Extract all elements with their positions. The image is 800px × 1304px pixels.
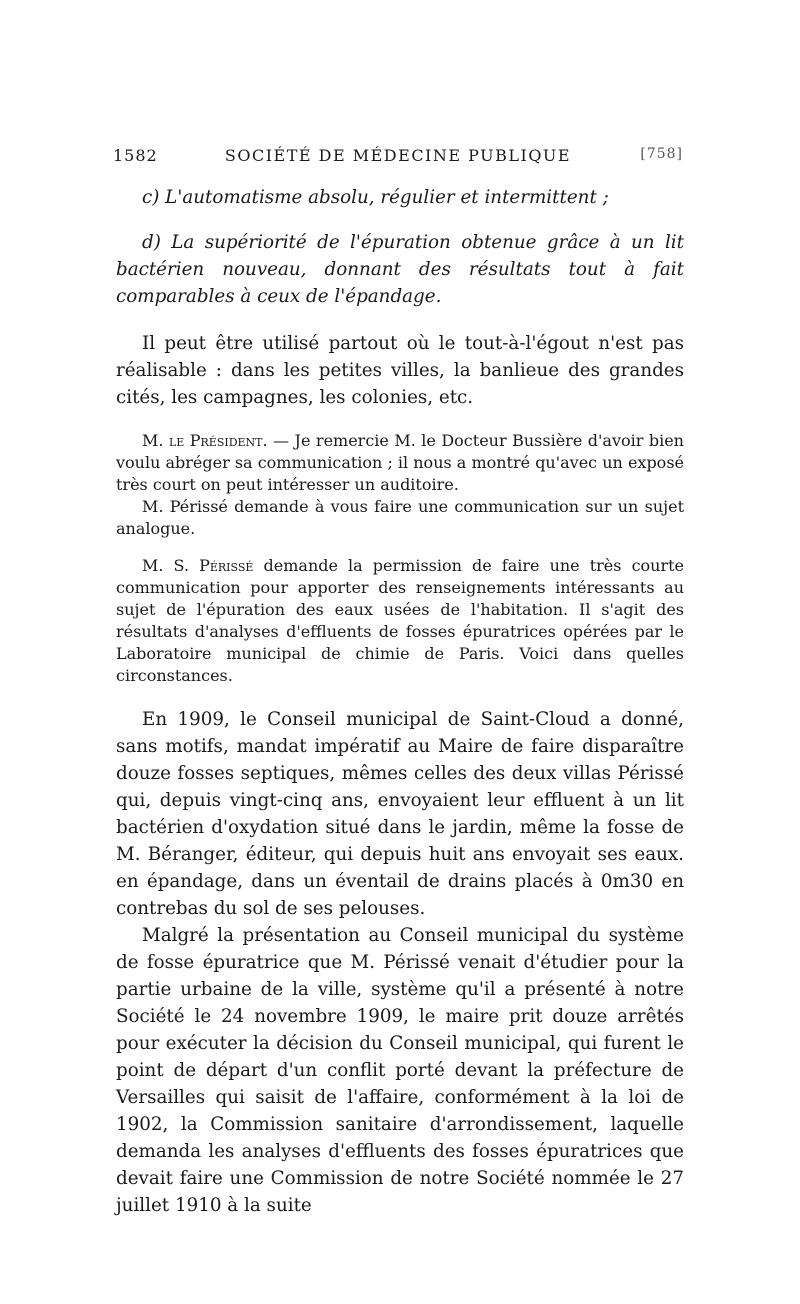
- usage-paragraph-block: [116, 330, 684, 411]
- running-header: [113, 146, 683, 170]
- usage-paragraph: Il peut être utilisé partout où le tout-à-l'égout n'est pas réalisable : dans les petites villes, la banlieue des grandes cités, les campagnes, les colonies, etc.: [116, 333, 684, 408]
- list-block: [116, 184, 684, 310]
- speaker-president: M. le Président.: [142, 431, 268, 450]
- president-text: — Je remercie M. le Docteur Bussière d'avoir bien voulu abréger sa communication ; il nous a montré qu'avec un exposé très court on peut intéresser un auditoire.: [116, 431, 684, 494]
- main-body: [116, 706, 684, 1219]
- perisse-intro-block: [116, 555, 684, 687]
- list-item-c: c) L'automatisme absolu, régulier et intermittent ;: [142, 187, 609, 208]
- president-remark: [116, 430, 684, 496]
- running-title: SOCIÉTÉ DE MÉDECINE PUBLIQUE: [224, 146, 572, 165]
- perisse-intro: [116, 555, 684, 687]
- page-reference: [758]: [640, 146, 683, 162]
- paragraph-malgre: Malgré la présentation au Conseil municipal du système de fosse épuratrice que M. Périssé venait d'étudier pour la partie urbaine de la ville, système qu'il a présenté à notre Société le 24 novembre 1909, le maire prit douze arrêtés pour exécuter la décision du Conseil municipal, qui furent le point de départ d'un conflit porté devant la préfecture de Versailles qui saisit de l'affaire, conformément à la loi de 1902, la Commission sanitaire d'arrondissement, laquelle demanda les analyses d'effluents des fosses épuratrices que devait faire une Commission de notre Société nommée le 27 juillet 1910 à la suite: [116, 925, 684, 1216]
- paragraph-1909: En 1909, le Conseil municipal de Saint-Cloud a donné, sans motifs, mandat impératif au Maire de faire disparaître douze fosses septiques, mêmes celles des deux villas Périssé qui, depuis vingt-cinq ans, envoyaient leur effluent à un lit bactérien d'oxydation situé dans le jardin, même la fosse de M. Béranger, éditeur, qui depuis huit ans envoyait ses eaux. en épandage, dans un éventail de drains placés à 0m30 en contrebas du sol de ses pelouses.: [116, 709, 684, 919]
- page-number: 1582: [113, 146, 158, 165]
- list-item-d: d) La supériorité de l'épuration obtenue grâce à un lit bactérien nouveau, donnant des résultats tout à fait comparables à ceux de l'épandage.: [116, 232, 684, 307]
- perisse-request: M. Périssé demande à vous faire une communication sur un sujet analogue.: [116, 497, 684, 538]
- speaker-perisse: M. S. Périssé: [142, 556, 254, 575]
- president-block: [116, 430, 684, 540]
- perisse-intro-text: demande la permission de faire une très courte communication pour apporter des renseignements intéressants au sujet de l'épuration des eaux usées de l'habitation. Il s'agit des résultats d'analyses d'effluents de fosses épuratrices opérées par le Laboratoire municipal de chimie de Paris. Voici dans quelles circonstances.: [116, 556, 685, 685]
